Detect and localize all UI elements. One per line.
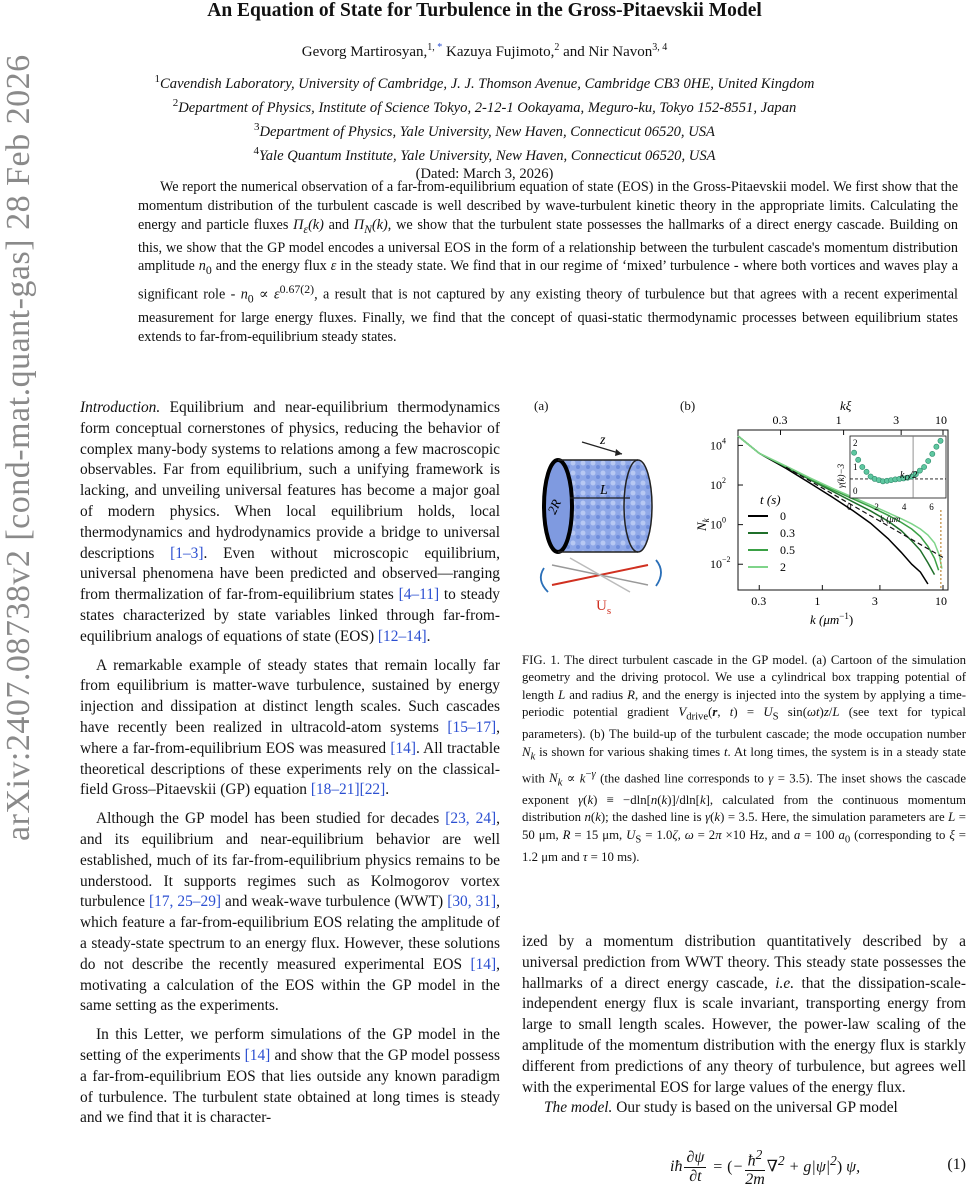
author-3: and Nir Navon (559, 44, 653, 60)
inset-x-tick-label: 6 (929, 502, 934, 512)
caption-part-3: and radius (565, 687, 628, 702)
model-label: The model. (544, 1099, 613, 1117)
abstract-part-5: , a result that is not captured by any existing theory of turbulence but that agrees with a recent experimental measurement for large energy fluxes. Finally, we find that the concept of quasi-static thermodynamic processes between equilibrium states extends to far-from-equilibrium steady states. (138, 286, 958, 345)
inset-x-tick-label: 4 (901, 502, 907, 512)
rotation-arrow-left-icon (541, 568, 548, 592)
y-tick-label: $10^{-2}$ (710, 555, 731, 572)
p3-text-3: and weak-wave turbulence (WWT) (221, 893, 448, 911)
x-tick-label: 3 (871, 594, 878, 608)
p2-text-4: . (385, 781, 390, 799)
y-tick-label: $10^0$ (710, 515, 726, 532)
abstract-part-1: We report the numerical observation of a far-from-equilibrium equation of state (EOS) in the Gross-Pitaevskii model. We first show that the momentum distribution of the turbulent cascade is well described by wave-turbulent kinetic theory in the appropriate limits. Calculating the energy and particle fluxes (138, 179, 958, 233)
radius-label: 2R (544, 496, 564, 517)
citation-link[interactable]: [4–11] (398, 586, 440, 604)
legend-label: 0.5 (780, 543, 795, 557)
caption-part-2: The direct turbulent cascade in the GP model. (a) Cartoon of the simulation geometry and the driving protocol. We use a cylindrical box trapping potential of length (522, 653, 966, 702)
caption-part-4: , and the energy is injected into the system by applying a time-periodic potential gradient (522, 687, 967, 720)
top-tick-label: 10 (935, 413, 948, 427)
affiliation-3-num: 3 (254, 120, 260, 133)
inset-kd-label (900, 470, 917, 482)
x-tick-label: 10 (935, 594, 948, 608)
y-axis-label (694, 517, 711, 532)
panel-a-label: (a) (534, 398, 549, 413)
inset-kd-end: /2 (909, 470, 918, 481)
inset-point (926, 458, 931, 463)
caption-part-9: ). The inset shows the cascade exponent (522, 770, 967, 807)
intro-text-3: to steady states characterized by state variables linked through far-from-equilibrium analogs of equations of state (EOS) (80, 586, 500, 645)
inset-kd-sub: D (904, 474, 910, 482)
intro-text-1: Equilibrium and near-equilibrium thermodynamics form conceptual cornerstones of physics, reducing the behavior of complex many-body systems to relations among a few macroscopic observables. Far from equilibrium, such a unifying framework is lacking, and unveiling universal features has become a major goal of modern physics. When local equilibrium holds, local thermodynamics and hydrodynamics provide a bridge to universal descriptions (80, 399, 500, 562)
legend-label: 2 (780, 560, 786, 574)
inset-x-tick-label: 0 (847, 502, 852, 512)
p3-text-2: , and its equilibrium and near-equilibrium behavior are well established, much of its far-from-equilibrium physics remains to be understood. It supports regimes such as Kolmogorov vortex turbulence (80, 810, 500, 911)
affiliation-4-text: Yale Quantum Institute, Yale University, New Haven, Connecticut 06520, USA (258, 147, 716, 164)
right-text-3: Our study is based on the universal GP model (612, 1099, 898, 1117)
inset-x-tick-label: 2 (874, 502, 879, 512)
z-arrow-head-icon (615, 449, 622, 456)
affiliations (0, 70, 969, 184)
citation-link[interactable]: [12–14] (377, 627, 427, 645)
paragraph-3 (80, 809, 500, 1017)
cascade-chart (690, 398, 968, 638)
inset-y-label: γ(k)−3 (836, 463, 846, 488)
caption-part-14: (corresponding to (850, 827, 950, 842)
author-2-affil: 2 (554, 42, 560, 53)
p3-text-4: , which feature a far-from-equilibrium EOS relating the amplitude of a steady-state spectrum to an energy flux. However, these solutions do not describe the recently measured experimental EOS (80, 893, 500, 973)
x-axis-label-base: k (μm (810, 612, 840, 627)
panel-b-label: (b) (680, 398, 696, 413)
citation-link[interactable]: [14] (470, 955, 497, 973)
legend-label: 0.3 (780, 526, 795, 540)
inset-point (934, 444, 939, 449)
equation-number: (1) (947, 1156, 966, 1173)
inset-y-tick-label: 2 (853, 438, 858, 449)
dated-line: (Dated: March 3, 2026) (415, 166, 554, 183)
potential-gradient-line-alt2 (570, 558, 630, 592)
cylinder-end-right (624, 460, 652, 552)
affiliation-1-text: Cavendish Laboratory, University of Cambridge, J. J. Thomson Avenue, Cambridge CB3 0HE, United Kingdom (160, 75, 815, 92)
x-tick-label: 1 (814, 594, 821, 608)
right-column (522, 932, 966, 1119)
panel-a-cartoon (530, 420, 680, 620)
ie-text: i.e. (775, 974, 795, 992)
intro-text-2: . Even without microscopic equilibrium, universal phenomena have been predicted and observed—ranging from thermalization of far-from-equilibrium states (80, 544, 500, 604)
inset-point (860, 464, 865, 469)
citation-link[interactable]: [14] (244, 1046, 271, 1064)
abstract-part-4: in the steady state. We find that in our regime of ‘mixed’ turbulence - where both vortices and waves play a significant role - (138, 258, 958, 303)
citation-link[interactable]: [15–17] (447, 718, 497, 736)
caption-label: FIG. 1. (522, 653, 560, 667)
affiliation-4-num: 4 (253, 144, 259, 157)
abstract-part-2: we show that the turbulent state possesses the hallmarks of a direct energy cascade. Building on this, we show that the GP model encodes a universal EOS in the form of a relationship between the turbulent cascade's momentum distribution amplitude (138, 216, 958, 275)
right-text-2: that the dissipation-scale-independent energy flux is scale invariant, transporting energy from large to small length scales. However, the power-law scaling of the amplitude of the momentum distribution with the energy flux is starkly different from predictions of any theory of turbulence, but agrees well with the experimental EOS for large values of the energy flux. (522, 974, 966, 1096)
drive-U-sub: s (606, 605, 612, 617)
left-column (80, 398, 500, 1137)
affiliation-1-num: 1 (154, 73, 161, 85)
affiliation-2 (0, 94, 969, 118)
rotation-arrow-right-icon (656, 560, 661, 586)
paragraph-2 (80, 656, 500, 802)
author-1-affil: 1, (427, 42, 438, 53)
right-paragraph-2 (522, 1098, 966, 1119)
top-tick-label: 3 (893, 413, 900, 427)
p2-text-3: . All tractable theoretical descriptions of these experiments rely on the classical-field Gross–Pitaevskii (GP) equation (80, 739, 500, 799)
p4-text-1: In this Letter, we perform simulations of the GP model in the setting of the experiments (80, 1026, 500, 1064)
caption-part-6: is shown for various shaking times (535, 744, 724, 759)
citation-link[interactable]: [1–3] (170, 544, 204, 562)
author-list (0, 42, 969, 61)
arxiv-sidebar-id: arXiv:2407.08738v2 [cond-mat.quant-gas] 28 Feb 2026 (0, 54, 37, 841)
caption-part-10: , calculated from the continuous momentum distribution (522, 792, 966, 825)
paragraph-4 (80, 1025, 500, 1129)
caption-part-7: . At long times, the system is in a steady state with (522, 744, 966, 785)
gp-equation: iħ $\frac{\partial\psi}{\partial t}$ = (− $\frac{ħ^2}{2m}$ $\nabla^2 + g|\psi|^2$) ψ, (1) (670, 1147, 966, 1189)
paragraph-introduction (80, 398, 500, 648)
x-axis-label-end: ) (848, 612, 854, 627)
inset-x-label: k (μm (880, 514, 901, 524)
inset-point (852, 450, 857, 455)
affiliation-1 (0, 70, 969, 94)
p4-text-2: and show that the GP model possess a far-from-equilibrium EOS that lies outside any known paradigm of turbulence. The turbulent state obtained at long times is steady and we find that it is character- (80, 1046, 500, 1127)
drive-U: U (596, 598, 607, 614)
affiliation-2-text: Department of Physics, Institute of Science Tokyo, 2-12-1 Ookayama, Meguro-ku, Tokyo 152-8551, Japan (178, 99, 797, 116)
inset-point (930, 451, 935, 456)
affiliation-3 (0, 118, 969, 142)
legend-label: 0 (780, 509, 786, 523)
citation-link[interactable]: [18–21][22] (310, 781, 386, 799)
affiliation-3-text: Department of Physics, Yale University, New Haven, Connecticut 06520, USA (259, 123, 715, 140)
inset-point (922, 464, 927, 469)
citation-link[interactable]: [14] (390, 739, 416, 757)
paper-title: An Equation of State for Turbulence in the Gross-Pitaevskii Model (207, 0, 762, 21)
y-axis-label-sub: k (701, 518, 711, 523)
author-1: Gevorg Martirosyan, (301, 44, 428, 60)
corresponding-author-link[interactable]: * (437, 42, 443, 53)
abstract-part-3: and the energy flux (211, 258, 331, 275)
inset-point (917, 468, 922, 473)
p3-text-5: , motivating a calculation of the EOS within the GP model in the same setting as the experiments. (80, 955, 500, 1015)
z-label: z (600, 433, 606, 448)
top-tick-label: 1 (835, 413, 842, 427)
caption-part-15: ). (632, 849, 640, 864)
top-axis-label: kξ (840, 398, 852, 413)
y-tick-label: $10^4$ (710, 436, 726, 453)
caption-part-12: . Here, the simulation parameters are (754, 810, 949, 825)
citation-link[interactable]: [17, 25–29] (149, 893, 222, 911)
inset-point (864, 469, 869, 474)
inset-y-tick-label: 1 (853, 462, 858, 472)
intro-label: Introduction. (80, 399, 161, 416)
right-paragraph-1 (522, 932, 966, 1098)
affiliation-4 (0, 142, 969, 166)
abstract: We report the numerical observation of a far-from-equilibrium equation of state (EOS) in the Gross-Pitaevskii model. We first show that the momentum distribution of the turbulent cascade is well described by wave-turbulent kinetic theory in the appropriate limits. Calculating the energy and particle fluxes $\Pi_\varepsilon(k)$ and $\Pi_N(k)$, we show that the turbulent state possesses the hallmarks of a direct energy cascade. Building on this, we show that the GP model encodes a universal EOS in the form of a relationship between the turbulent cascade's momentum distribution amplitude $n_0$ and the energy flux ε in the steady state. We find that in our regime of ‘mixed’ turbulence - where both vortices and waves play a significant role - $n_0 \propto \varepsilon^{0.67(2)}$, a result that is not captured by any existing theory of turbulence but that agrees with a recent experimental measurement for large energy fluxes. Finally, we find that the concept of quasi-static thermodynamic processes between equilibrium states extends to far-from-equilibrium steady states. (138, 179, 958, 345)
right-text-1: ized by a momentum distribution quantitatively described by a universal prediction from WWT theory. This steady state possesses the hallmarks of a direct energy cascade, (522, 933, 966, 992)
citation-link[interactable]: [30, 31] (447, 893, 497, 911)
drive-amplitude-label (596, 598, 611, 617)
intro-text-4: . (426, 627, 431, 645)
y-tick-label: $10^2$ (710, 476, 726, 493)
inset-y-tick-label: 0 (853, 485, 858, 496)
x-tick-label: 0.3 (751, 594, 767, 608)
p2-text-1: A remarkable example of steady states that remain locally far from equilibrium is matter-wave turbulence, sustained by energy injection and dissipation at distinct length scales. Such cascades have recently been realized in ultracold-atom systems (80, 656, 500, 736)
x-axis-label-sup: −1 (839, 611, 849, 621)
author-3-affil: 3, 4 (652, 42, 668, 53)
p2-text-2: , where a far-from-equilibrium EOS was measured (80, 718, 500, 757)
p3-text-1: Although the GP model has been studied for decades (96, 810, 446, 828)
caption-part-11: ; the dashed line is (605, 810, 706, 825)
x-axis-label (810, 611, 853, 627)
inset-point (938, 438, 943, 443)
top-tick-label: 0.3 (772, 413, 788, 427)
caption-part-13: , and (764, 827, 794, 842)
legend-title: t (s) (760, 492, 781, 507)
inset-kd-base: k (900, 470, 905, 481)
caption-part-5: (see text for typical parameters). (b) The build-up of the turbulent cascade; the mode occupation number (522, 705, 966, 742)
affiliation-2-num: 2 (172, 96, 179, 109)
length-label: L (600, 483, 608, 498)
caption-part-8: (the dashed line corresponds to (595, 770, 769, 785)
citation-link[interactable]: [23, 24] (445, 810, 497, 828)
y-axis-label-base: N (694, 522, 709, 531)
author-2: Kazuya Fujimoto, (442, 44, 555, 60)
figure-caption: FIG. 1. The direct turbulent cascade in the GP model. (a) Cartoon of the simulation geometry and the driving protocol. We use a cylindrical box trapping potential of length L and radius R, and the energy is injected into the system by applying a time-periodic potential gradient $V_{drive}(r$, $t) = U_S$ sin(ωt)z/L (see text for typical parameters). (b) The build-up of the turbulent cascade; the mode occupation number $N_k$ is shown for various shaking times t. At long times, the system is in a steady state with $N_k \propto k^{-\gamma}$ (the dashed line corresponds to γ = 3.5). The inset shows the cascade exponent γ(k) ≡ −dln[n(k)]/dln[k], calculated from the continuous momentum distribution n(k); the dashed line is γ(k) = 3.5. Here, the simulation parameters are L = 50 μm, R = 15 μm, $U_S = 1.0\zeta$, ω = 2π ×10 Hz, and a = 100 $a_0$ (corresponding to ξ = 1.2 μm and τ = 10 ms). (522, 653, 967, 864)
